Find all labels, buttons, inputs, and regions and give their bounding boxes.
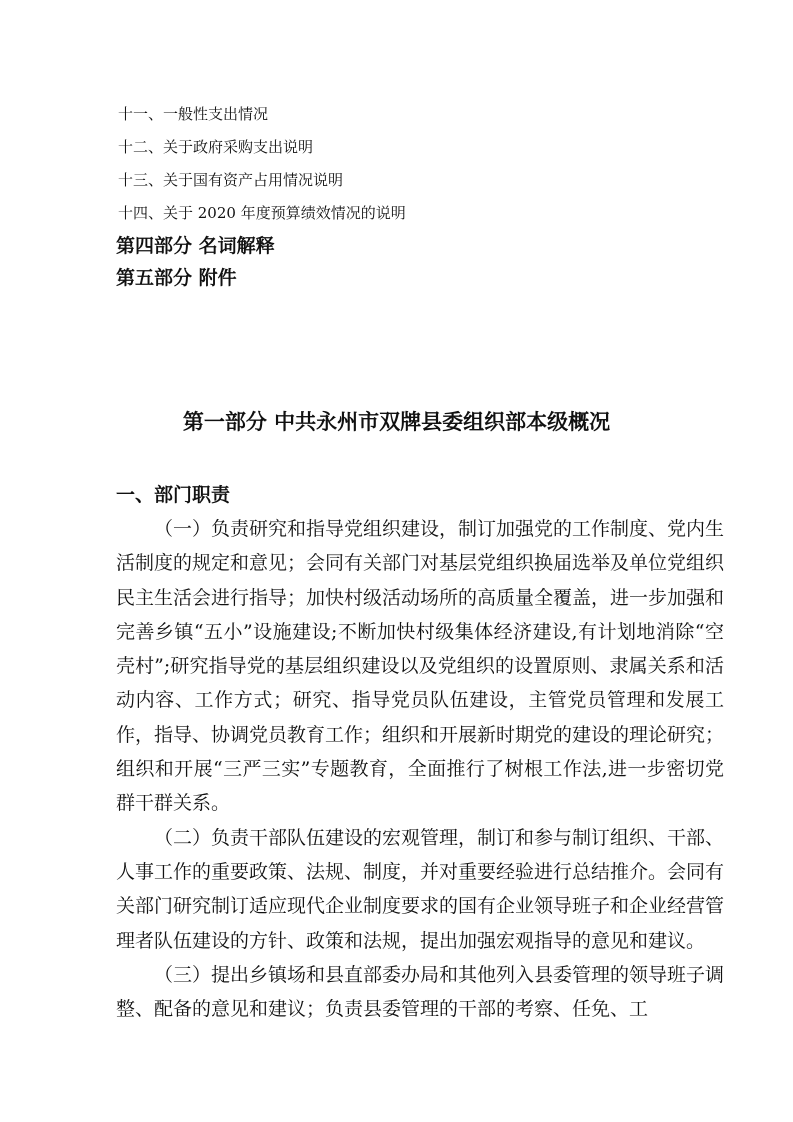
- body-paragraph: （三）提出乡镇场和县直部委办局和其他列入县委管理的领导班子调整、配备的意见和建议；负责县委管理的干部的考察、任免、工: [116, 963, 725, 1021]
- toc-item: 十二、关于政府采购支出说明: [118, 138, 314, 156]
- table-of-contents: [118, 98, 738, 294]
- toc-part-heading: 第四部分 名词解释: [116, 235, 275, 257]
- toc-item: 十一、一般性支出情况: [118, 105, 269, 123]
- document-body: [116, 478, 724, 1026]
- toc-item: 十四、关于 2020 年度预算绩效情况的说明: [118, 204, 406, 222]
- section-heading: 一、部门职责: [116, 484, 231, 506]
- body-paragraph: （二）负责干部队伍建设的宏观管理，制订和参与制订组织、干部、人事工作的重要政策、法规、制度，并对重要经验进行总结推介。会同有关部门研究制订适应现代企业制度要求的国有企业领导班子和企业经营管理者队伍建设的方针、政策和法规，提出加强宏观指导的意见和建议。: [116, 826, 725, 952]
- toc-item: 十三、关于国有资产占用情况说明: [118, 171, 344, 189]
- body-paragraph: （一）负责研究和指导党组织建设，制订加强党的工作制度、党内生活制度的规定和意见；会同有关部门对基层党组织换届选举及单位党组织民主生活会进行指导；加快村级活动场所的高质量全覆盖，进一步加强和完善乡镇“五小”设施建设;不断加快村级集体经济建设,有计划地消除“空壳村”;研究指导党的基层组织建设以及党组织的设置原则、隶属关系和活动内容、工作方式；研究、指导党员队伍建设，主管党员管理和发展工作，指导、协调党员教育工作；组织和开展新时期党的建设的理论研究；组织和开展“三严三实”专题教育，全面推行了树根工作法,进一步密切党群干群关系。: [116, 518, 725, 815]
- part-title: 第一部分 中共永州市双牌县委组织部本级概况: [182, 410, 611, 434]
- toc-part-heading: 第五部分 附件: [116, 267, 237, 289]
